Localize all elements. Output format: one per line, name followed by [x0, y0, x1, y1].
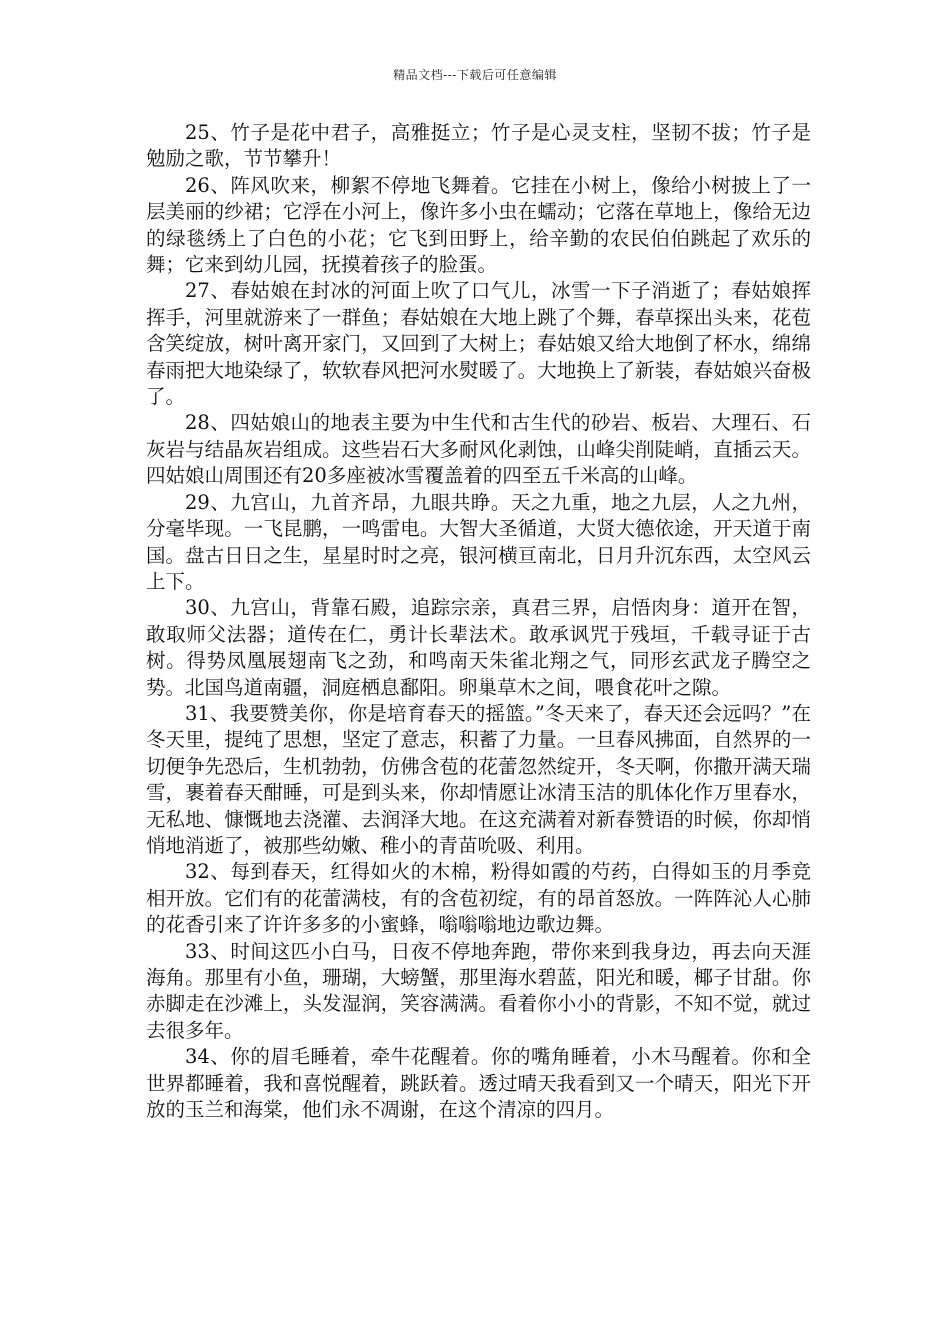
- paragraph-32: 32、每到春天，红得如火的木棉，粉得如霞的芍药，白得如玉的月季竞相开放。它们有的花蕾满枝，有的含苞初绽，有的昂首怒放。一阵阵沁人心肺的花香引来了许许多多的小蜜蜂，嗡嗡嗡地边歌边舞。: [146, 860, 811, 937]
- paragraph-33: 33、时间这匹小白马，日夜不停地奔跑，带你来到我身边，再去向天涯海角。那里有小鱼，珊瑚，大螃蟹，那里海水碧蓝，阳光和暖，椰子甘甜。你赤脚走在沙滩上，头发湿润，笑容满满。看着你小小的背影，不知不觉，就过去很多年。: [146, 939, 811, 1042]
- paragraph-34: 34、你的眉毛睡着，牵牛花醒着。你的嘴角睡着，小木马醒着。你和全世界都睡着，我和喜悦醒着，跳跃着。透过晴天我看到又一个晴天，阳光下开放的玉兰和海棠，他们永不凋谢，在这个清凉的四月。: [146, 1045, 811, 1122]
- paragraph-28: 28、四姑娘山的地表主要为中生代和古生代的砂岩、板岩、大理石、石灰岩与结晶灰岩组成。这些岩石大多耐风化剥蚀，山峰尖削陡峭，直插云天。四姑娘山周围还有20多座被冰雪覆盖着的四至五千米高的山峰。: [146, 411, 811, 488]
- document-body: [146, 120, 811, 1123]
- paragraph-31: 31、我要赞美你，你是培育春天的摇篮。”冬天来了，春天还会远吗？”在冬天里，提纯了思想，坚定了意志，积蓄了力量。一旦春风拂面，自然界的一切便争先恐后，生机勃勃，仿佛含苞的花蕾忽然绽开，冬天啊，你撒开满天瑞雪，裹着春天酣睡，可是到头来，你却情愿让冰清玉洁的肌体化作万里春水，无私地、慷慨地去浇灌、去润泽大地。在这充满着对新春赞语的时候，你却悄悄地消逝了，被那些幼嫩、稚小的青苗吮吸、利用。: [146, 701, 811, 857]
- paragraph-26: 26、阵风吹来，柳絮不停地飞舞着。它挂在小树上，像给小树披上了一层美丽的纱裙；它浮在小河上，像许多小虫在蠕动；它落在草地上，像给无边的绿毯绣上了白色的小花；它飞到田野上，给辛勤的农民伯伯跳起了欢乐的舞；它来到幼儿园，抚摸着孩子的脸蛋。: [146, 173, 811, 277]
- paragraph-27: 27、春姑娘在封冰的河面上吹了口气儿，冰雪一下子消逝了；春姑娘挥挥手，河里就游来了一群鱼；春姑娘在大地上跳了个舞，春草探出头来，花苞含笑绽放，树叶离开家门，又回到了大树上；春姑娘又给大地倒了杯水，绵绵春雨把大地染绿了，软软春风把河水熨暖了。大地换上了新装，春姑娘兴奋极了。: [146, 279, 811, 409]
- page-header: 精品文档---下载后可任意编辑: [393, 68, 557, 82]
- paragraph-30: 30、九宫山，背靠石殿，追踪宗亲，真君三界，启悟肉身：道开在智，敢取师父法器；道传在仁，勇计长辈法术。敢承讽咒于残垣，千载寻证于古树。得势凤凰展翅南飞之劲，和鸣南天朱雀北翔之气，同形玄武龙子腾空之势。北国鸟道南疆，洞庭栖息鄱阳。卵巢草木之间，喂食花叶之隙。: [146, 596, 811, 699]
- paragraph-25: 25、竹子是花中君子，高雅挺立；竹子是心灵支柱，坚韧不拔；竹子是勉励之歌，节节攀升！: [146, 121, 811, 171]
- paragraph-29: 29、九宫山，九首齐昂，九眼共睁。天之九重，地之九层，人之九州，分毫毕现。一飞昆鹏，一鸣雷电。大智大圣循道，大贤大德依途，开天道于南国。盘古日日之生，星星时时之亮，银河横亘南北，日月升沉东西，太空风云上下。: [146, 490, 811, 593]
